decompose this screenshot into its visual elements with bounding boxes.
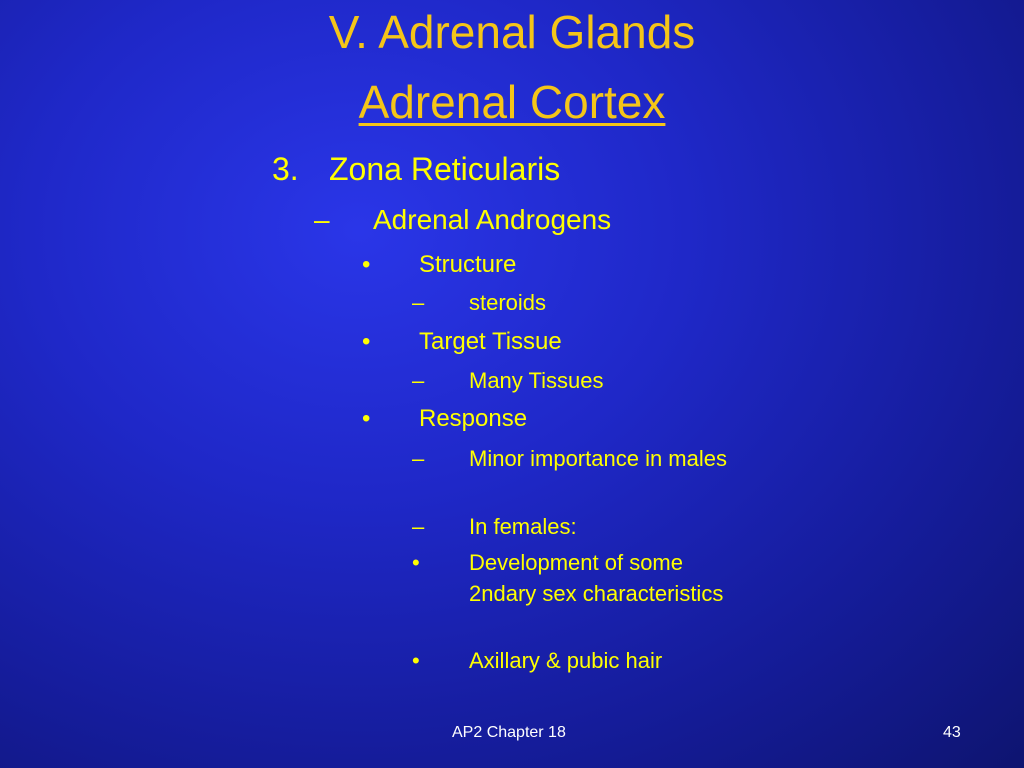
subitem-many-tissues: Many Tissues [469, 368, 604, 393]
subitem-dash: – [412, 290, 425, 315]
subsection-heading: Adrenal Androgens [373, 204, 612, 235]
subitem-axillary: Axillary & pubic hair [469, 648, 663, 673]
subitem-steroids: steroids [469, 290, 547, 315]
subitem-minor-importance: Minor importance in males [469, 446, 727, 471]
page-number: 43 [943, 724, 961, 741]
bullet-response: Response [419, 405, 528, 432]
bullet-target-tissue: Target Tissue [419, 328, 562, 355]
subsection-dash: – [314, 204, 330, 235]
subitem-dash: – [412, 446, 425, 471]
slide-title: V. Adrenal Glands [328, 6, 696, 58]
bullet-marker: • [362, 251, 371, 278]
slide-subtitle: Adrenal Cortex [358, 76, 666, 128]
bullet-structure: Structure [419, 251, 517, 278]
subitem-development: Development of some 2ndary sex characteristics [469, 550, 724, 606]
bullet-marker: • [362, 328, 371, 355]
subitem-dash: – [412, 514, 425, 539]
subitem-bullet: • [412, 648, 420, 673]
footer-chapter: AP2 Chapter 18 [452, 724, 566, 741]
subitem-dash: – [412, 368, 425, 393]
section-heading: Zona Reticularis [329, 151, 561, 187]
section-number: 3. [272, 151, 299, 187]
subitem-in-females: In females: [469, 514, 577, 539]
subitem-bullet: • [412, 550, 420, 575]
bullet-marker: • [362, 405, 371, 432]
